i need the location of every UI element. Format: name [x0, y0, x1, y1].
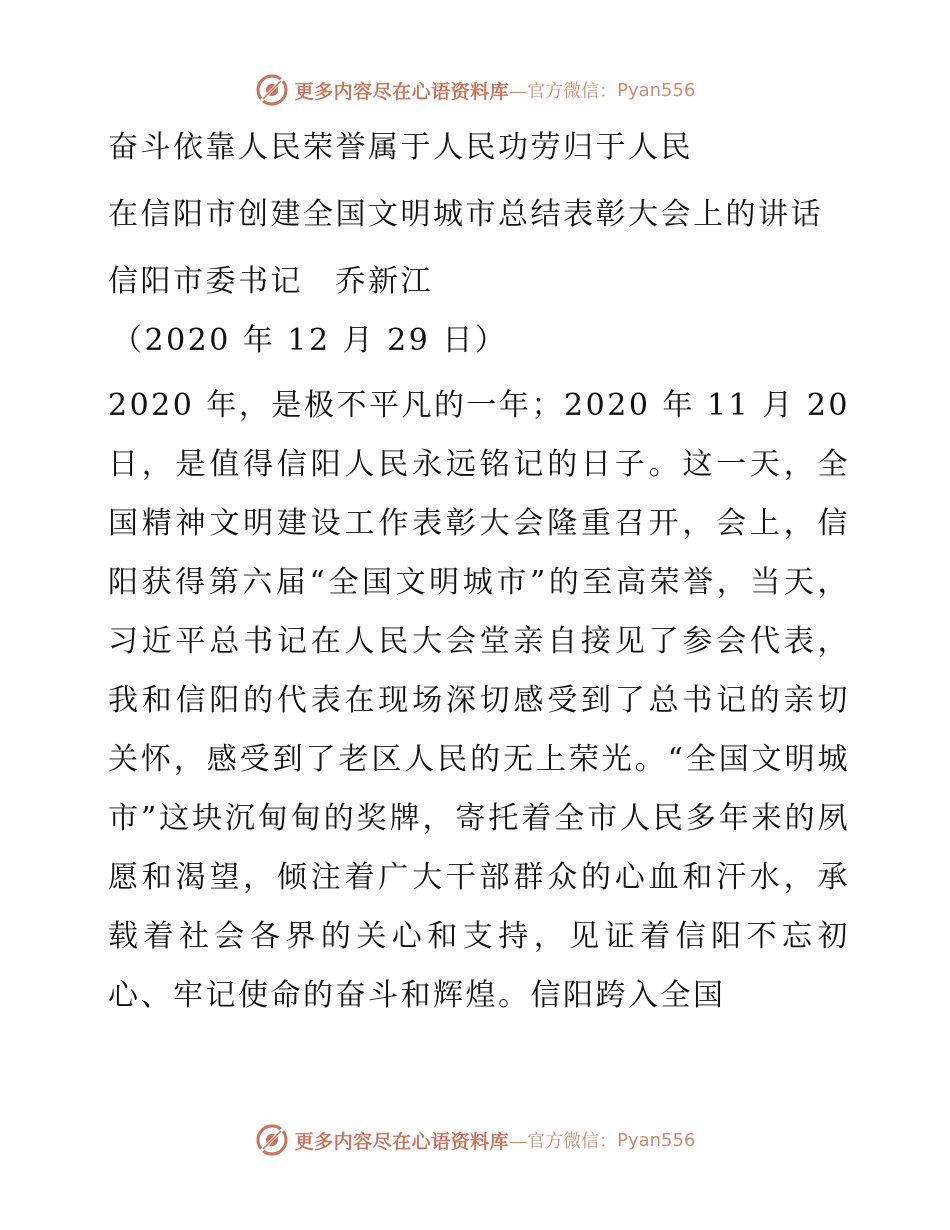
watermark-text: 更多内容尽在心语资料库 — [294, 1130, 510, 1153]
body-paragraph: 2020 年，是极不平凡的一年；2020 年 11 月 20 日，是值得信阳人民永远铭记的日子。这一天，全国精神文明建设工作表彰大会隆重召开，会上，信阳获得第六届“全国文明城市”的至高荣誉，当天，习近平总书记在人民大会堂亲自接见了参会代表，我和信阳的代表在现场深切感受到了总书记的亲切关怀，感受到了老区人民的无上荣光。“全国文明城市”这块沉甸甸的奖牌，寄托着全市人民多年来的夙愿和渴望，倾注着广大干部群众的心血和汗水，承载着社会各界的关心和支持，见证着信阳不忘初心、牢记使命的奋斗和辉煌。信阳跨入全国 — [108, 388, 850, 1013]
document-subtitle: 在信阳市创建全国文明城市总结表彰大会上的讲话 — [108, 197, 823, 232]
document-date: （2020 年 12 月 29 日） — [112, 323, 508, 358]
watermark-wechat-id: Pyan556 — [617, 79, 696, 101]
brand-logo-icon — [255, 73, 289, 107]
document-author: 信阳市委书记 乔新江 — [108, 264, 433, 299]
watermark-wechat-id: Pyan556 — [617, 1129, 696, 1151]
header-watermark — [0, 70, 950, 110]
document-title: 奋斗依靠人民荣誉属于人民功劳归于人民 — [108, 130, 693, 165]
document-body — [98, 118, 850, 1025]
watermark-label: —官方微信： — [509, 81, 618, 102]
watermark-text: 更多内容尽在心语资料库 — [294, 80, 510, 103]
brand-logo-icon — [255, 1123, 289, 1157]
footer-watermark — [0, 1120, 950, 1160]
watermark-label: —官方微信： — [509, 1131, 618, 1152]
